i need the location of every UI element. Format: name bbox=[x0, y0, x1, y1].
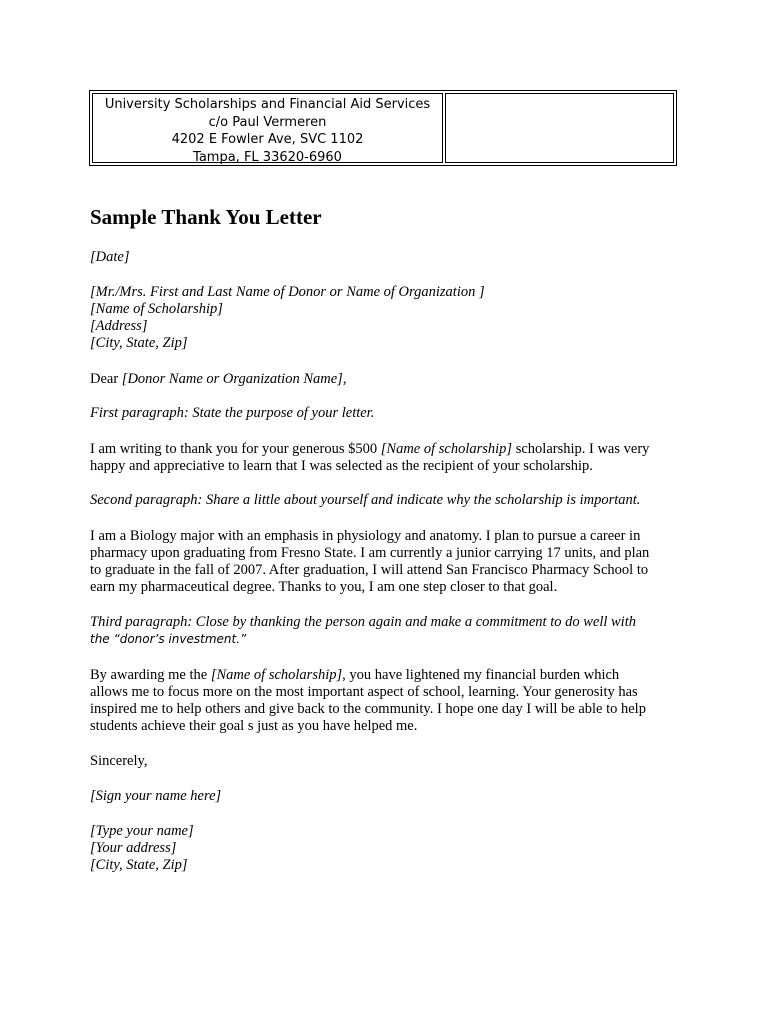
recipient-city-state-zip: [City, State, Zip] bbox=[90, 335, 188, 351]
sender-name: [Type your name] bbox=[90, 823, 194, 839]
scholarship-name-placeholder: [Name of scholarship] bbox=[380, 441, 513, 457]
paragraph-3-line-4: students achieve their goal s just as you have helped me. bbox=[90, 718, 418, 734]
paragraph-3-text: By awarding me the bbox=[90, 667, 211, 683]
sender-address: [Your address] bbox=[90, 840, 177, 856]
address-line-city: Tampa, FL 33620-6960 bbox=[193, 149, 342, 165]
paragraph-2-line-1: I am a Biology major with an emphasis in physiology and anatomy. I plan to pursue a career in bbox=[90, 528, 641, 544]
date-placeholder: [Date] bbox=[90, 249, 130, 265]
paragraph-1-text-end: scholarship. I was very bbox=[512, 441, 650, 457]
paragraph-1-line-2: happy and appreciative to learn that I was selected as the recipient of your scholarship. bbox=[90, 458, 593, 474]
paragraph-3-line-2: allows me to focus more on the most important aspect of school, learning. Your generosity has bbox=[90, 684, 638, 700]
recipient-scholarship: [Name of Scholarship] bbox=[90, 301, 223, 317]
salutation bbox=[90, 371, 346, 389]
sender-city-state-zip: [City, State, Zip] bbox=[90, 857, 188, 873]
salutation-placeholder: [Donor Name or Organization Name] bbox=[121, 371, 343, 387]
closing: Sincerely, bbox=[90, 753, 148, 769]
paragraph-3-line-1 bbox=[90, 667, 619, 685]
recipient-name: [Mr./Mrs. First and Last Name of Donor or Name of Organization ] bbox=[90, 284, 485, 300]
paragraph-3-text-end: you have lightened my financial burden which bbox=[345, 667, 620, 683]
paragraph-2-line-3: to graduate in the fall of 2007. After graduation, I will attend San Francisco Pharmacy School to bbox=[90, 562, 649, 578]
signature-placeholder: [Sign your name here] bbox=[90, 788, 222, 804]
first-paragraph-prompt: First paragraph: State the purpose of your letter. bbox=[90, 405, 375, 421]
letter-title: Sample Thank You Letter bbox=[90, 205, 322, 229]
address-box bbox=[89, 90, 677, 166]
address-line-attention: c/o Paul Vermeren bbox=[208, 114, 327, 130]
paragraph-2-line-4: earn my pharmaceutical degree. Thanks to you, I am one step closer to that goal. bbox=[90, 579, 558, 595]
recipient-address: [Address] bbox=[90, 318, 148, 334]
third-paragraph-prompt-cont: the “donor’s investment.” bbox=[90, 632, 247, 646]
paragraph-2-line-2: pharmacy upon graduating from Fresno State. I am currently a junior carrying 17 units, and plan bbox=[90, 545, 650, 561]
paragraph-1-text: I am writing to thank you for your generous $500 bbox=[90, 441, 381, 457]
paragraph-1-line-1 bbox=[90, 441, 649, 459]
salutation-dear: Dear bbox=[90, 371, 122, 387]
address-empty-cell bbox=[445, 93, 674, 163]
address-line-street: 4202 E Fowler Ave, SVC 1102 bbox=[171, 132, 364, 147]
salutation-comma: , bbox=[342, 371, 347, 387]
third-paragraph-prompt: Third paragraph: Close by thanking the person again and make a commitment to do well with bbox=[90, 614, 636, 630]
scholarship-name-placeholder-2: [Name of scholarship], bbox=[210, 667, 346, 683]
address-line-office: University Scholarships and Financial Aid Services bbox=[104, 97, 431, 112]
address-cell bbox=[92, 93, 443, 163]
second-paragraph-prompt: Second paragraph: Share a little about yourself and indicate why the scholarship is important. bbox=[90, 492, 641, 508]
paragraph-3-line-3: inspired me to help others and give back to the community. I hope one day I will be able to help bbox=[90, 701, 646, 717]
